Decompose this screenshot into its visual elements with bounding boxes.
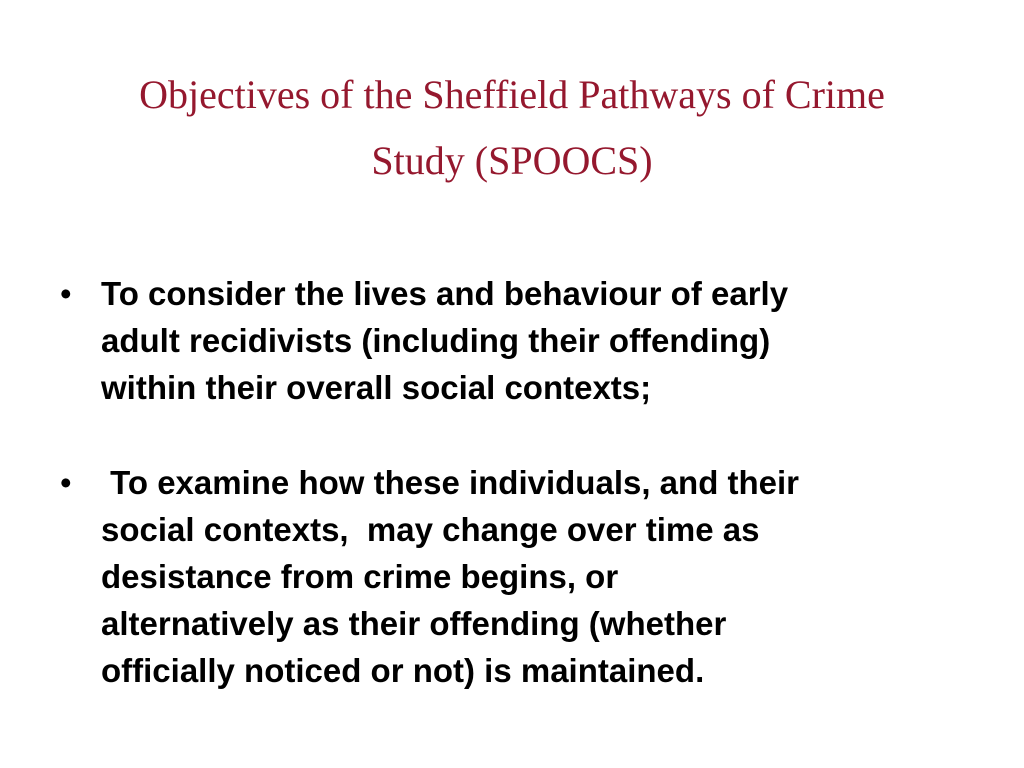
bullet-text [101,459,960,694]
bullet-list [60,270,960,694]
slide-title-line: Objectives of the Sheffield Pathways of Crime [139,72,885,117]
bullet-line: desistance from crime begins, or [101,558,619,595]
bullet-line: social contexts, may change over time as [101,511,760,548]
bullet-line: To examine how these individuals, and their [101,464,800,501]
bullet-line: alternatively as their offending (whether [101,605,727,642]
bullet-line: adult recidivists (including their offending) [101,322,771,359]
bullet-item-examine-change [60,459,960,694]
bullet-dot-icon: • [60,464,72,501]
slide-title-line: Study (SPOOCS) [371,138,653,183]
bullet-line: within their overall social contexts; [101,369,652,406]
bullet-item-lives-behaviour [60,270,960,411]
slide-title [40,62,984,194]
bullet-text [101,270,960,411]
bullet-line: officially noticed or not) is maintained. [101,652,705,689]
bullet-line: To consider the lives and behaviour of early [101,275,789,312]
bullet-dot-icon: • [60,275,72,312]
